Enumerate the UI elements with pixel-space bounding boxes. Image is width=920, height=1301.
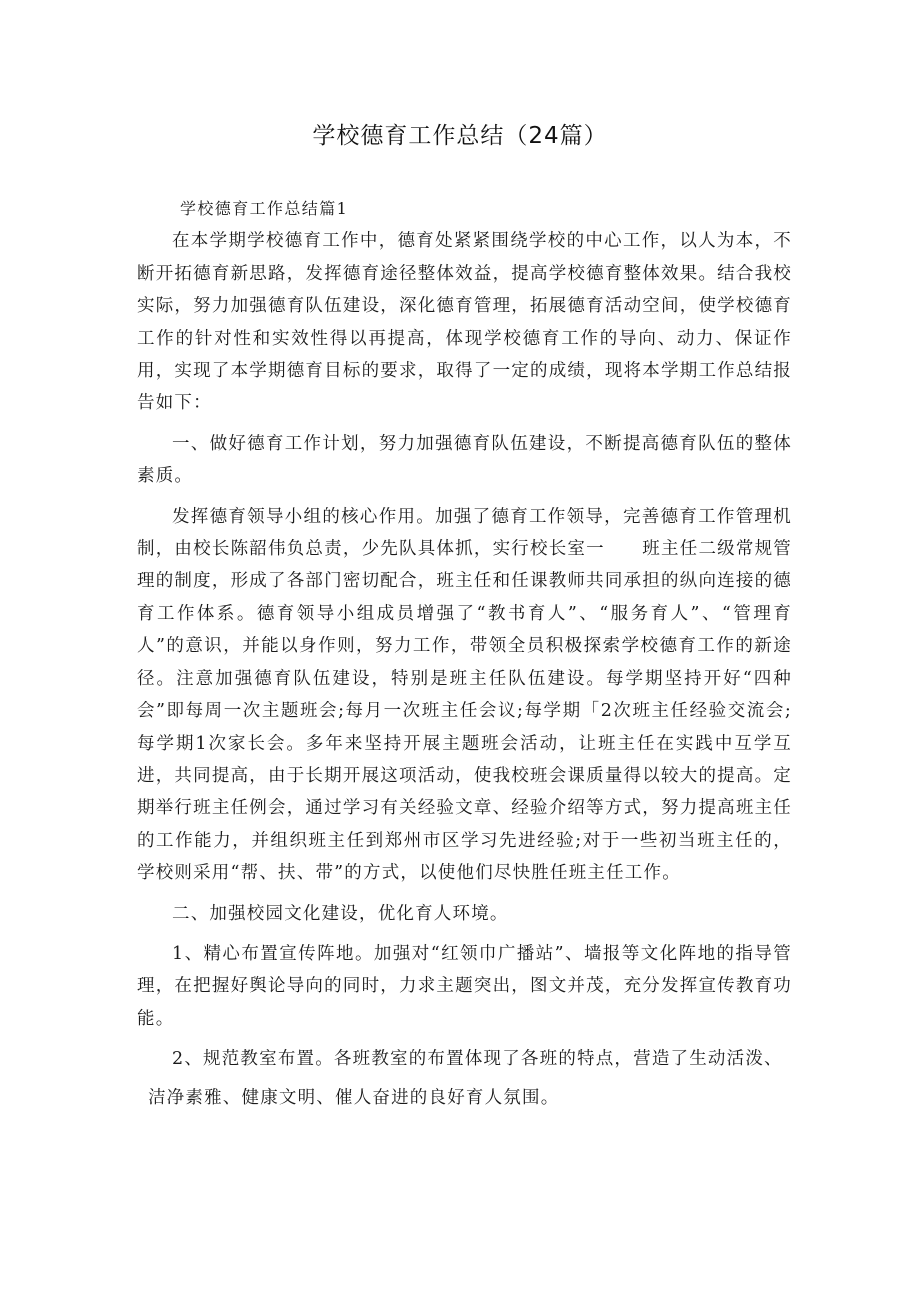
paragraph-section-one-body: 发挥德育领导小组的核心作用。加强了德育工作领导，完善德育工作管理机制，由校长陈韶伟负总责，少先队具体抓，实行校长室一 班主任二级常规管理的制度，形成了各部门密切配合，班主任和任课教师共同承担的纵向连接的德育工作体系。德育领导小组成员增强了“教书育人”、“服务育人”、“管理育人”的意识，并能以身作则，努力工作，带领全员积极探索学校德育工作的新途径。注意加强德育队伍建设，特别是班主任队伍建设。每学期坚持开好“四种会”即每周一次主题班会;每月一次班主任会议;每学期「2次班主任经验交流会;每学期1次家长会。多年来坚持开展主题班会活动，让班主任在实践中互学互进，共同提高，由于长期开展这项活动，使我校班会课质量得以较大的提高。定期举行班主任例会，通过学习有关经验文章、经验介绍等方式，努力提高班主任的工作能力，并组织班主任到郑州市区学习先进经验;对于一些初当班主任的，学校则采用“帮、扶、带”的方式，以使他们尽快胜任班主任工作。 <box>137 506 792 884</box>
document-body <box>137 193 792 1114</box>
document-title: 学校德育工作总结（24篇） <box>312 123 608 149</box>
paragraph-item-one: 1、精心布置宣传阵地。加强对“红领巾广播站”、墙报等文化阵地的指导管理，在把握好舆论导向的同时，力求主题突出，图文并茂，充分发挥宣传教育功能。 <box>137 943 792 1029</box>
paragraph-section-two-heading: 二、加强校园文化建设，优化育人环境。 <box>172 903 509 924</box>
paragraph-item-two: 2、规范教室布置。各班教室的布置体现了各班的特点，营造了生动活泼、 <box>172 1049 783 1070</box>
paragraph-item-two-continued: 洁净素雅、健康文明、催人奋进的良好育人氛围。 <box>148 1087 560 1108</box>
section-heading: 学校德育工作总结篇1 <box>180 199 349 218</box>
paragraph-intro: 在本学期学校德育工作中，德育处紧紧围绕学校的中心工作，以人为本，不断开拓德育新思路，发挥德育途径整体效益，提高学校德育整体效果。结合我校实际，努力加强德育队伍建设，深化德育管理，拓展德育活动空间，使学校德育工作的针对性和实效性得以再提高，体现学校德育工作的导向、动力、保证作用，实现了本学期德育目标的要求，取得了一定的成绩，现将本学期工作总结报告如下： <box>137 231 792 414</box>
paragraph-section-one-heading: 一、做好德育工作计划，努力加强德育队伍建设，不断提高德育队伍的整体素质。 <box>137 433 792 487</box>
